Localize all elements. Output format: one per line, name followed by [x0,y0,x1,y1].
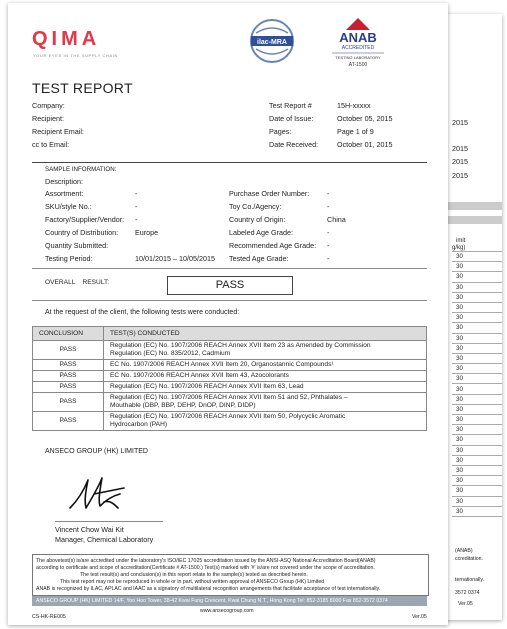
limit-row [452,262,502,272]
sample-left-label: Assortment: [45,189,84,198]
test-description-line: Regulation (EC) No. 1907/2006 REACH Annex XVII Item 23 as Amended by Commission [110,342,371,349]
limit-value: 30 [452,465,502,475]
sample-left-value: - [135,189,138,198]
report-number-value: 15H-xxxxx [337,101,371,110]
limit-row [452,506,502,516]
qima-logo: QIMA [32,28,101,50]
test-row [33,360,427,371]
limit-value: 30 [452,496,502,506]
limit-value: 30 [452,323,502,333]
limit-row [452,374,502,384]
col-conclusion: CONCLUSION [33,327,104,341]
back-footer-snip: ccreditation. [455,556,483,562]
sample-left-label: Quantity Submitted: [45,241,109,250]
test-description-line: Mouthable (DBP, BBP, DEHP, DnOP, DINP, DIDP) [110,402,256,409]
notice-line: This test report may not be reproduced in whole or in part, without written approval of ANSECO Group (HK) Limited [60,579,325,585]
issue-date-label: Date of Issue: [269,114,314,123]
test-description-line: EC No. 1907/2006 REACH Annex XVII Item 20, Organostannic Compounds¹ [110,361,334,368]
sample-left-label: Testing Period: [45,254,93,263]
divider [32,162,427,163]
limit-value: 30 [452,292,502,302]
back-footer-snip: (ANAB) [455,548,473,554]
limit-row [452,455,502,465]
back-page-bar [448,216,502,224]
company-website: www.ansecogroup.com [200,608,254,614]
back-page-year: 2015 [452,144,468,153]
pages-value: Page 1 of 9 [337,127,374,136]
sample-right-value: - [327,189,330,198]
limit-value: 30 [452,455,502,465]
back-footer-snip: ternationally. [455,577,485,583]
test-row [33,382,427,393]
limit-value: 30 [452,435,502,445]
limit-row [452,272,502,282]
field-company-label: Company: [32,101,65,110]
document-version: Ver.05 [412,614,427,620]
back-page-year: 2015 [452,118,468,127]
limit-value: 30 [452,252,502,262]
limit-value: 30 [452,272,502,282]
test-conclusion: PASS [33,382,104,393]
overall-result-label: OVERALL RESULT: [45,279,110,286]
limit-row [452,292,502,302]
report-title: TEST REPORT [32,80,133,96]
sample-right-label: Country of Origin: [229,215,286,224]
svg-text:ilac-MRA: ilac-MRA [257,39,287,46]
back-footer-snip: Ver.05 [458,601,473,607]
limit-value: 30 [452,394,502,404]
field-recipient-label: Recipient: [32,114,64,123]
sample-left-value: Europe [135,228,159,237]
ilac-mra-logo [246,17,298,65]
test-row [33,412,427,431]
limit-row [452,465,502,475]
testing-period-value: 10/01/2015 – 10/05/2015 [135,254,215,263]
test-conclusion: PASS [33,341,104,360]
limit-value: 30 [452,333,502,343]
report-number-label: Test Report # [269,101,312,110]
back-page-bar [448,202,502,210]
limit-header: imit [456,238,466,244]
test-description [104,360,427,371]
limit-row [452,333,502,343]
test-conclusion: PASS [33,412,104,431]
limit-row [452,353,502,363]
field-cc-email-label: cc to Email: [32,140,70,149]
tests-table [32,326,427,431]
sample-left-label: SKU/style No.: [45,202,92,211]
test-description-line: Regulation (EC) No. 835/2012, Cadmium [110,350,231,357]
qima-tagline: YOUR EYES IN THE SUPPLY CHAIN [33,53,118,58]
test-conclusion: PASS [33,371,104,382]
sample-right-label: Toy Co./Agency: [229,202,282,211]
limit-value: 30 [452,262,502,272]
limit-row [452,425,502,435]
sample-right-label: Recommended Age Grade: [229,241,317,250]
col-tests: TEST(S) CONDUCTED [104,327,427,341]
divider [32,300,427,301]
test-conclusion: PASS [33,393,104,412]
test-description-line: EC No. 1907/2006 REACH Annex XVII Item 43, Azocolorants [110,372,289,379]
signatory-title: Manager, Chemical Laboratory [55,535,154,544]
limit-value: 30 [452,364,502,374]
limit-value: 30 [452,302,502,312]
limit-value: 30 [452,486,502,496]
divider [32,268,427,269]
limit-row [452,282,502,292]
back-page-year: 2015 [452,157,468,166]
field-recipient-email-label: Recipient Email: [32,127,84,136]
pages-label: Pages: [269,127,292,136]
limit-value: 30 [452,476,502,486]
svg-text:AT-1500: AT-1500 [348,62,368,68]
test-description [104,382,427,393]
signature-image [64,472,144,514]
sample-left-value: - [135,215,138,224]
test-description [104,371,427,382]
notice-line: according to certificate and scope of accreditation(Certificate # AT-1500.) Test(s) marked with '#' is/are not covered under the scope of accreditation. [36,565,375,571]
back-footer-snip: 3572 0374 [455,590,480,596]
limit-row [452,415,502,425]
request-text: At the request of the client, the following tests were conducted: [45,309,240,316]
limit-value: 30 [452,343,502,353]
limit-value: 30 [452,404,502,414]
back-limit-table [452,251,502,517]
svg-text:ACCREDITED: ACCREDITED [341,45,375,51]
limit-row [452,313,502,323]
sample-right-label: Purchase Order Number: [229,189,310,198]
limit-row [452,435,502,445]
received-date-label: Date Received: [269,140,319,149]
limit-row [452,252,502,262]
limit-row [452,302,502,312]
notice-line: The abovetest(s) is/are accredited under the laboratory's ISO/IEC 17025 accreditation issued by the ANSI-ASQ National Accreditation Board(ANAB) [36,558,376,564]
limit-header-unit: g/kg) [452,245,466,251]
signature-line [55,521,163,522]
limit-row [452,476,502,486]
limit-row [452,394,502,404]
limit-value: 30 [452,353,502,363]
issue-date-value: October 05, 2015 [337,114,393,123]
limit-row [452,486,502,496]
limit-row [452,404,502,414]
test-conclusion: PASS [33,360,104,371]
limit-value: 30 [452,313,502,323]
limit-value: 30 [452,506,502,516]
test-row [33,341,427,360]
limit-value: 30 [452,374,502,384]
description-label: Description: [45,177,83,186]
sample-right-label: Tested Age Grade: [229,254,289,263]
limit-value: 30 [452,415,502,425]
test-description-line: Regulation (EC) No. 1907/2006 REACH Annex XVII Item 50, Polycyclic Aromatic [110,413,346,420]
limit-value: 30 [452,445,502,455]
limit-row [452,496,502,506]
limit-row [452,445,502,455]
limit-row [452,384,502,394]
limit-value: 30 [452,384,502,394]
notice-line: The test result(s) and conclusion(s) in this report relate to the sample(s) tested as described herein. [80,572,308,578]
limit-value: 30 [452,282,502,292]
sample-left-label: Country of Distribution: [45,228,119,237]
notice-line: ANAB is recognized by ILAC, APLAC and IAAC as a signatory of multilateral recognition arrangements that facilitate acceptance of test internationally. [36,586,381,592]
sample-right-value: - [327,228,330,237]
signatory-company: ANSECO GROUP (HK) LIMITED [45,448,148,455]
document-code: CS-HK-RE005 [32,614,66,620]
svg-text:TESTING LABORATORY: TESTING LABORATORY [335,55,381,60]
anab-logo [318,16,398,72]
signatory-name: Vincent Chow Wai Kit [55,525,124,534]
sample-left-value: - [135,202,138,211]
test-description-line: Regulation (EC) No. 1907/2006 REACH Annex XVII Item 51 and 52, Phthalates – [110,394,348,401]
test-description-line: Hydrocarbon (PAH) [110,421,168,428]
test-description-line: Regulation (EC) No. 1907/2006 REACH Annex XVII Item 63, Lead [110,383,304,390]
overall-result-badge: PASS [167,276,293,295]
sample-info-heading: SAMPLE INFORMATION: [45,166,117,173]
test-description [104,412,427,431]
test-row [33,393,427,412]
limit-row [452,343,502,353]
company-address: ANSECO GROUP (HK) LIMITED 14/F, Yoo Hoo Tower, 38-42 Kwai Fung Crescent, Kwai Chung N.T., Hong Kong Tel: 852-3185 8000 Fax 852-3572 0374 [36,598,388,604]
limit-row [452,323,502,333]
limit-value: 30 [452,425,502,435]
back-page-year: 2015 [452,171,468,180]
limit-row [452,364,502,374]
test-description [104,341,427,360]
sample-right-value: China [327,215,346,224]
svg-text:ANAB: ANAB [339,30,377,45]
sample-left-label: Factory/Supplier/Vendor: [45,215,125,224]
sample-right-value: - [327,241,330,250]
test-row [33,371,427,382]
sample-right-value: - [327,254,330,263]
test-description [104,393,427,412]
received-date-value: October 01, 2015 [337,140,393,149]
sample-right-label: Labeled Age Grade: [229,228,293,237]
sample-right-value: - [327,202,330,211]
